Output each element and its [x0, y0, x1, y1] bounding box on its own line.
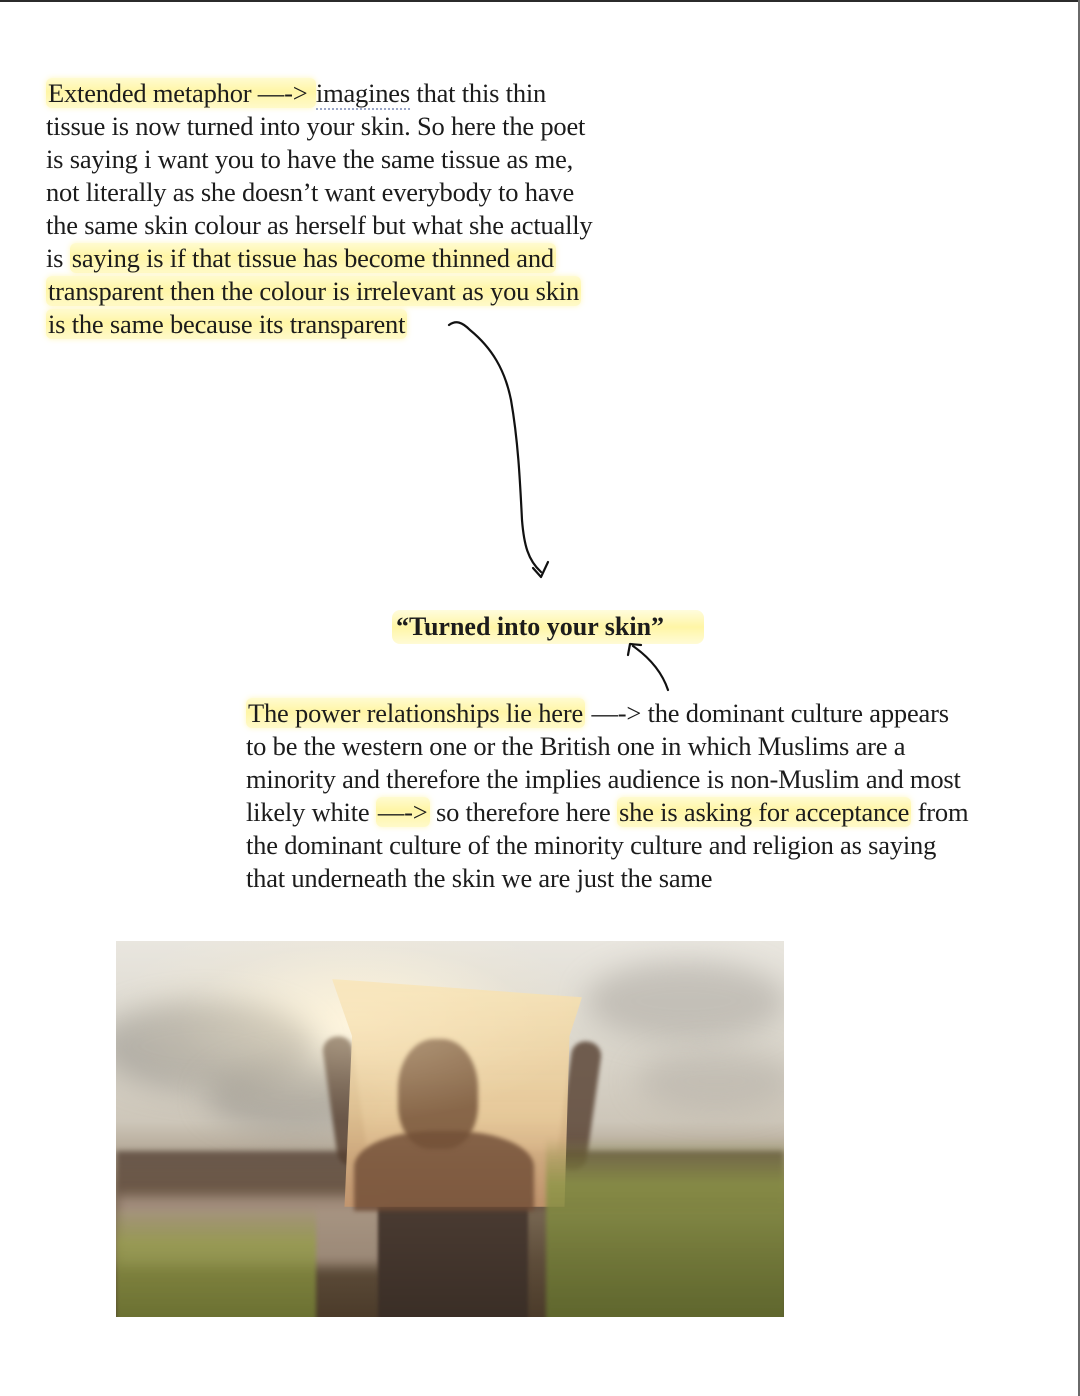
sun-flare	[116, 941, 784, 1317]
text-line: tissue is now turned into your skin. So here the poet	[46, 111, 586, 141]
text-line	[246, 796, 968, 829]
text-segment: so therefore here	[429, 797, 618, 827]
text-segment: from	[911, 797, 969, 827]
highlighted-arrow: —->	[377, 797, 428, 827]
text-line	[246, 697, 968, 730]
highlighted-text: Extended metaphor —->	[48, 78, 314, 108]
text-line: the same skin colour as herself but what she actually	[46, 210, 593, 240]
text-line: to be the western one or the British one in which Muslims are a	[246, 731, 906, 761]
text-line	[46, 77, 592, 110]
paragraph-extended-metaphor	[46, 77, 592, 341]
page-top-border	[0, 0, 1080, 2]
curved-arrow-down-icon	[449, 322, 548, 577]
arrow-up-left-icon	[628, 644, 668, 690]
paragraph-power-relationships	[246, 697, 968, 895]
text-line: that underneath the skin we are just the same	[246, 863, 713, 893]
text-line	[46, 242, 592, 275]
text-line: is saying i want you to have the same tissue as me,	[46, 144, 574, 174]
highlighted-text: transparent then the colour is irrelevant as you skin	[48, 276, 580, 306]
text-segment: likely white	[246, 797, 376, 827]
highlighted-text: is the same because its transparent	[48, 309, 406, 339]
highlighted-text: she is asking for acceptance	[619, 797, 910, 827]
silhouette-photo	[116, 941, 784, 1317]
text-line	[46, 308, 592, 341]
text-segment: —-> the dominant culture appears	[585, 698, 949, 728]
text-segment: is	[46, 243, 70, 273]
highlighted-text: The power relationships lie here	[248, 698, 584, 728]
text-line: the dominant culture of the minority culture and religion as saying	[246, 830, 937, 860]
quote-heading: “Turned into your skin”	[392, 610, 704, 644]
text-segment: that this thin	[409, 78, 547, 108]
dotted-underlined-word: imagines	[315, 78, 410, 108]
text-line	[46, 275, 592, 308]
highlighted-text: saying is if that tissue has become thinned and	[71, 243, 554, 273]
text-line: minority and therefore the implies audience is non-Muslim and most	[246, 764, 961, 794]
text-line: not literally as she doesn’t want everybody to have	[46, 177, 575, 207]
